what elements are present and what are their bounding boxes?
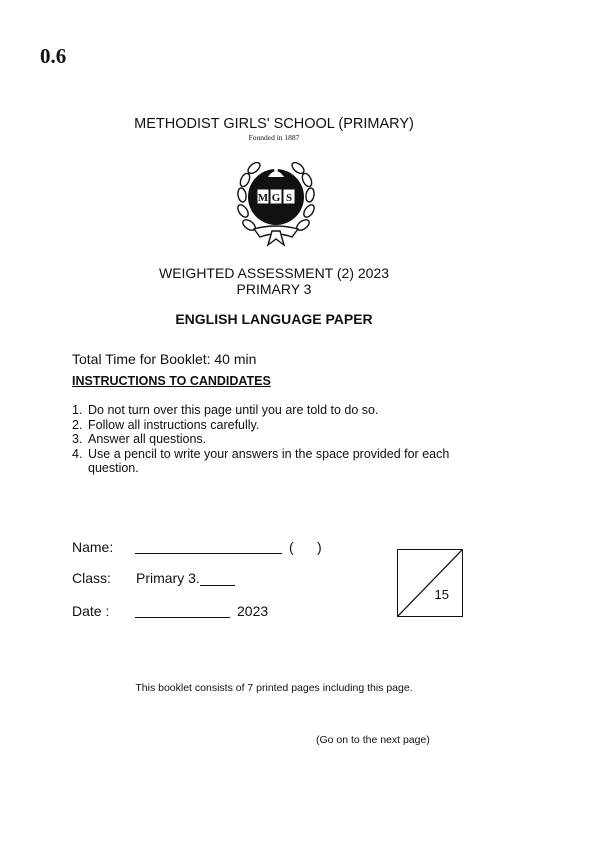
date-label: Date : (72, 603, 110, 619)
date-field[interactable] (135, 617, 230, 618)
instruction-number: 1. (72, 403, 83, 417)
booklet-note: This booklet consists of 7 printed pages including this page. (135, 682, 413, 694)
instruction-number: 3. (72, 432, 83, 446)
assessment-title: WEIGHTED ASSESSMENT (2) 2023 (158, 265, 390, 281)
crest-letter: G (271, 192, 281, 204)
score-total: 15 (434, 587, 449, 602)
instructions-heading: INSTRUCTIONS TO CANDIDATES (72, 374, 271, 388)
score-box[interactable] (397, 549, 463, 617)
instruction-text: Answer all questions. (88, 432, 207, 446)
instruction-text: Do not turn over this page until you are told to do so. (88, 403, 379, 417)
go-on-note: (Go on to the next page) (316, 734, 430, 746)
total-time: Total Time for Booklet: 40 min (72, 351, 257, 367)
page-marker: 0.6 (40, 44, 67, 68)
score-divider (398, 550, 462, 616)
register-number-brackets: ( ) (289, 539, 322, 555)
instruction-item (72, 403, 472, 418)
instruction-item (72, 418, 472, 433)
class-field[interactable] (200, 585, 235, 586)
instruction-number: 4. (72, 446, 83, 461)
instruction-item (72, 432, 472, 447)
instruction-number: 2. (72, 417, 83, 432)
school-crest-logo (232, 155, 320, 247)
school-name: METHODIST GIRLS' SCHOOL (PRIMARY) (134, 116, 414, 132)
instruction-text: Use a pencil to write your answers in the space provided for each question. (88, 446, 450, 475)
crest-letter: M (257, 192, 269, 204)
crest-letter: S (285, 192, 293, 204)
paper-title: ENGLISH LANGUAGE PAPER (175, 311, 373, 327)
name-field[interactable] (135, 553, 282, 554)
name-label: Name: (72, 539, 114, 555)
level-label: PRIMARY 3 (236, 281, 312, 297)
class-prefix: Primary 3. (136, 570, 200, 586)
date-year: 2023 (237, 603, 269, 619)
instruction-item (72, 447, 472, 476)
instruction-text: Follow all instructions carefully. (88, 417, 260, 432)
founded-note: Founded in 1887 (248, 133, 300, 142)
class-label: Class: (72, 570, 111, 586)
instructions-list (72, 403, 472, 476)
